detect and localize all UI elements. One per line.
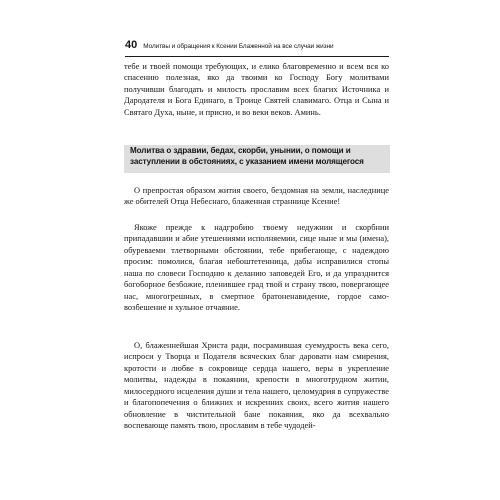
page-number: 40 [125, 39, 138, 51]
paragraph-continued: тебе и твоей помощи требующих, и елико благовременно и всем вся ко спасению полезная, яко да твоими ко Господу Богу молитвами получивши благодать и милость прославим всех благих Источника и Дародателя и Бога Единаго, в Троице Святей славимаго. Отца и Сына и Святаго Духа, ныне, и присно, и во веки веков. Аминь. [124, 62, 389, 117]
paragraph-blessed: О, блаженнейшая Христа ради, посрамившая суемудрость века сего, испроси у Творца и Подателя всяческих благ даровати нам смирения, кротости и любве в сокровище сердца нашего, веры в укрепление молитвы, надежды в покаянии, крепости в многотрудном житии, милосердного исцеления души и тела нашего, целомудрия в супружестве и благопопечения о ближних и искренних своих, всего жития нашего обновление в чистительной бане покаяния, яко да всехвально воспевающе память твою, прославим в тебе чудодей- [124, 341, 389, 431]
section-heading: Молитва о здравии, бедах, скорби, унынии, о помощи и заступлении в обстояниях, с указанием имени молящегося [130, 146, 364, 166]
running-head: Молитвы и обращения к Ксении Блаженной на все случаи жизни [143, 43, 334, 50]
paragraph-petition: Якоже прежде к надгробию твоему недужнии и скорбнии припадавшии и абие утешениями исполняемии, сице ныне и мы (имена), обуреваеми тлетворными обстоянии, тебе прибегающе, с надеждою просим: помолися, благая небоштетенница, дабы исправилися стопы наша по словеси Господню к деланию заповедей Его, и да упразднится богоборное безбожие, пленившее град твой и страну твою, повергающее нас, многогрешных, в смертное братоненавидение, гордое само-возбешение и хульное отчаяние. [124, 223, 389, 313]
paragraph-invocation: О препростая образом жития своего, бездомная на земли, наследнице же обителей Отца Небеснаго, блаженная страннице Ксение! [124, 186, 389, 207]
page-header [125, 39, 390, 53]
header-rule [125, 56, 389, 57]
